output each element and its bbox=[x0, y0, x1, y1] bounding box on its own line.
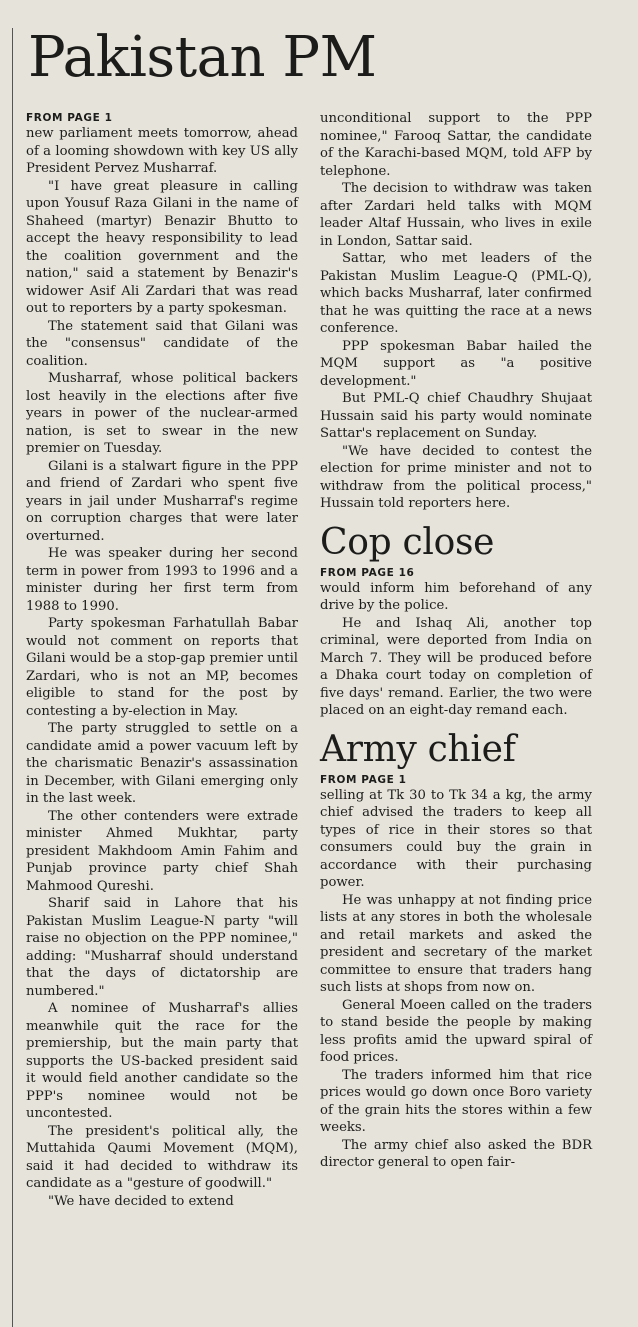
right-column bbox=[320, 110, 592, 1172]
article-paragraph: Gilani is a stalwart figure in the PPP and friend of Zardari who spent five years in jail under Musharraf's regime on corruption charges that were later overturned. bbox=[26, 458, 298, 544]
article-paragraph: The army chief also asked the BDR director general to open fair- bbox=[320, 1137, 592, 1170]
article-paragraph: The decision to withdraw was taken after Zardari held talks with MQM leader Altaf Hussain, who lives in exile in London, Sattar said. bbox=[320, 181, 592, 249]
article-paragraph: The traders informed him that rice prices would go down once Boro variety of the grain hits the stores within a few weeks. bbox=[320, 1067, 592, 1135]
article-paragraph: He and Ishaq Ali, another top criminal, were deported from India on March 7. They will be produced before a Dhaka court today on completion of five days' remand. Earlier, the two were placed on an eight-day remand each. bbox=[320, 615, 592, 718]
article-paragraph: The party struggled to settle on a candidate amid a power vacuum left by the charismatic Benazir's assassination in December, with Gilani emerging only in the last week. bbox=[26, 721, 298, 806]
article-paragraph: "We have decided to extend bbox=[48, 1193, 234, 1209]
article-paragraph: A nominee of Musharraf's allies meanwhile quit the race for the premiership, but the main party that supports the US-backed president said it would field another candidate so the PPP's nominee would not be uncontested. bbox=[26, 1001, 298, 1121]
article-paragraph: But PML-Q chief Chaudhry Shujaat Hussain said his party would nominate Sattar's replacement on Sunday. bbox=[320, 391, 592, 441]
article-paragraph: would inform him beforehand of any drive by the police. bbox=[320, 580, 592, 613]
army-chief-headline: Army chief bbox=[320, 728, 516, 770]
main-story-kicker: FROM PAGE 1 bbox=[26, 112, 113, 124]
article-paragraph: Sharif said in Lahore that his Pakistan Muslim League-N party "will raise no objection on the PPP nominee," adding: "Musharraf should understand that the days of dictatorship are numbered." bbox=[26, 896, 298, 999]
cop-close-kicker: FROM PAGE 16 bbox=[320, 566, 415, 579]
article-paragraph: "I have great pleasure in calling upon Yousuf Raza Gilani in the name of Shaheed (martyr) Benazir Bhutto to accept the heavy responsibility to lead the coalition government and the nation," said a statement by Benazir's widower Asif Ali Zardari that was read out to reporters by a party spokesman. bbox=[26, 178, 298, 316]
article-paragraph: unconditional support to the PPP nominee," Farooq Sattar, the candidate of the Karachi-based MQM, told AFP by telephone. bbox=[320, 111, 592, 179]
article-paragraph: He was unhappy at not finding price lists at any stores in both the wholesale and retail markets and asked the president and secretary of the market committee to ensure that traders hang such lists at shops from now on. bbox=[320, 892, 592, 995]
main-headline: Pakistan PM bbox=[28, 25, 377, 90]
article-paragraph: General Moeen called on the traders to stand beside the people by making less profits amid the upward spiral of food prices. bbox=[320, 997, 592, 1065]
article-paragraph: Party spokesman Farhatullah Babar would not comment on reports that Gilani would be a stop-gap premier until Zardari, who is not an MP, becomes eligible to stand for the post by contesting a by-election in May. bbox=[26, 616, 298, 719]
article-paragraph: new parliament meets tomorrow, ahead of a looming showdown with key US ally President Pervez Musharraf. bbox=[26, 126, 298, 176]
article-paragraph: The other contenders were extrade minister Ahmed Mukhtar, party president Makhdoom Amin Fahim and Punjab province party chief Shah Mahmood Qureshi. bbox=[26, 808, 298, 894]
article-paragraph: selling at Tk 30 to Tk 34 a kg, the army chief advised the traders to keep all types of rice in their stores so that consumers could buy the grain in accordance with their purchasing power. bbox=[320, 787, 592, 890]
article-paragraph: Musharraf, whose political backers lost heavily in the elections after five years in power of the nuclear-armed nation, is set to swear in the new premier on Tuesday. bbox=[26, 371, 298, 456]
article-paragraph: The president's political ally, the Muttahida Qaumi Movement (MQM), said it had decided to withdraw its candidate as a "gesture of goodwill." bbox=[26, 1123, 298, 1191]
article-paragraph: "We have decided to contest the election for prime minister and not to withdraw from the political process," Hussain told reporters here. bbox=[320, 443, 592, 511]
cop-close-headline: Cop close bbox=[320, 521, 495, 563]
cop-close-story bbox=[320, 521, 592, 720]
article-paragraph: He was speaker during her second term in power from 1993 to 1996 and a minister during her first term from 1988 to 1990. bbox=[26, 546, 298, 614]
army-chief-story bbox=[320, 728, 592, 1172]
article-paragraph: The statement said that Gilani was the "consensus" candidate of the coalition. bbox=[26, 318, 298, 369]
main-story-left-column bbox=[26, 110, 298, 1210]
army-chief-kicker: FROM PAGE 1 bbox=[320, 773, 407, 786]
article-paragraph: PPP spokesman Babar hailed the MQM support as "a positive development." bbox=[320, 338, 592, 389]
column-rule bbox=[12, 28, 13, 1327]
article-paragraph: Sattar, who met leaders of the Pakistan Muslim League-Q (PML-Q), which backs Musharraf, later confirmed that he was quitting the race at a news conference. bbox=[320, 251, 592, 336]
